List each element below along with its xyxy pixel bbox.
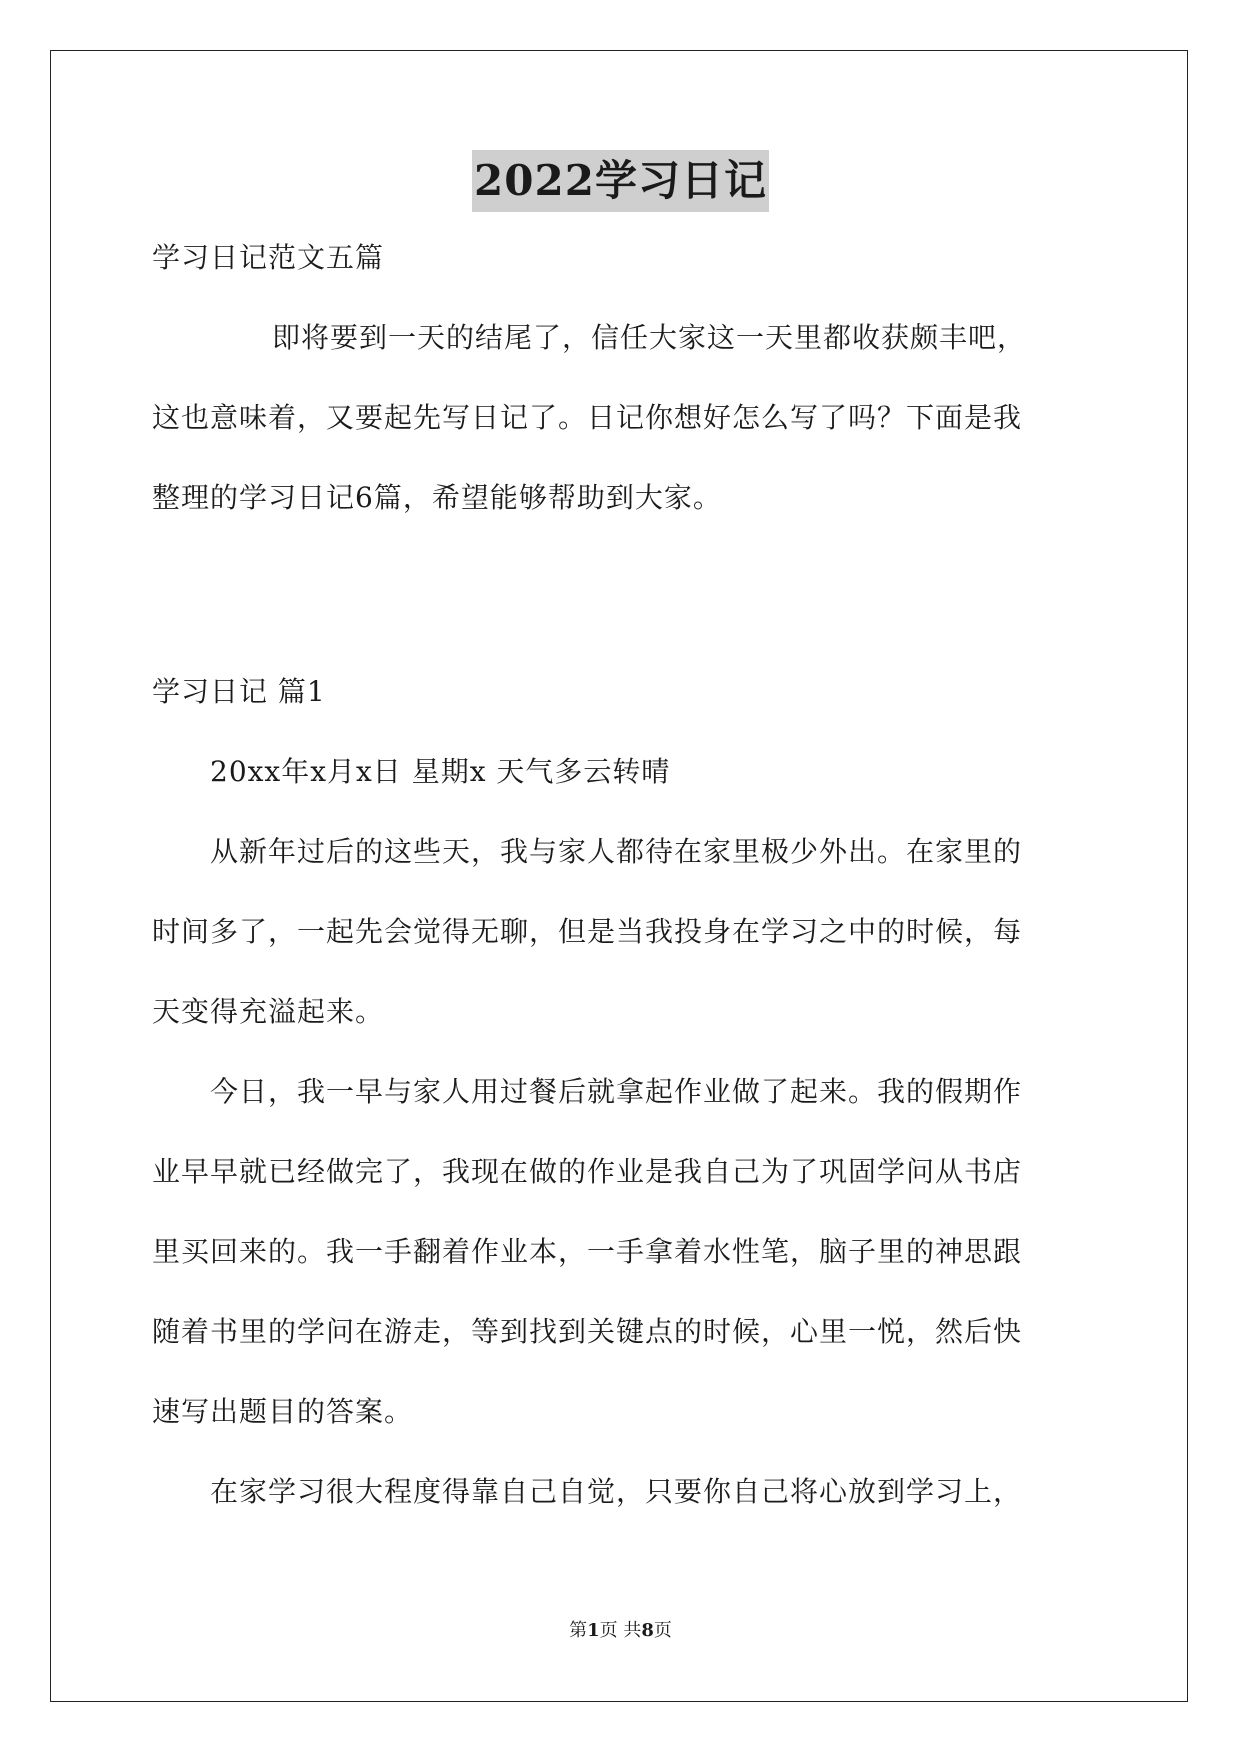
document-title: 2022学习日记: [472, 150, 769, 212]
section-heading: 学习日记 篇1: [152, 675, 326, 708]
date-line: 20xx年x月x日 星期x 天气多云转晴: [210, 755, 671, 788]
footer-prefix: 第: [569, 1620, 588, 1641]
page-border: [50, 50, 1188, 1702]
paragraph-line: 在家学习很大程度得靠自己自觉，只要你自己将心放到学习上，: [210, 1475, 1023, 1508]
paragraph-line: 里买回来的。我一手翻着作业本，一手拿着水性笔，脑子里的神思跟: [152, 1235, 1023, 1268]
paragraph-line: 时间多了，一起先会觉得无聊，但是当我投身在学习之中的时候，每: [152, 915, 1023, 948]
total-page-number: 8: [641, 1620, 654, 1641]
subtitle-line: 学习日记范文五篇: [152, 241, 385, 274]
paragraph-line: 这也意味着，又要起先写日记了。日记你想好怎么写了吗？下面是我: [152, 401, 1023, 434]
current-page-number: 1: [587, 1620, 600, 1641]
paragraph-line: 业早早就已经做完了，我现在做的作业是我自己为了巩固学问从书店: [152, 1155, 1023, 1188]
paragraph-line: 从新年过后的这些天，我与家人都待在家里极少外出。在家里的: [210, 835, 1023, 868]
paragraph-line: 速写出题目的答案。: [152, 1395, 414, 1428]
paragraph-line: 即将要到一天的结尾了，信任大家这一天里都收获颇丰吧，: [272, 321, 1027, 354]
paragraph-line: 天变得充溢起来。: [152, 995, 385, 1028]
title-container: [0, 150, 1241, 212]
paragraph-line: 今日，我一早与家人用过餐后就拿起作业做了起来。我的假期作: [210, 1075, 1023, 1108]
paragraph-line: 整理的学习日记6篇，希望能够帮助到大家。: [152, 481, 722, 514]
footer-suffix: 页: [653, 1620, 672, 1641]
footer-mid: 页 共: [599, 1620, 642, 1641]
page-footer: [0, 1618, 1241, 1644]
paragraph-line: 随着书里的学问在游走，等到找到关键点的时候，心里一悦，然后快: [152, 1315, 1023, 1348]
